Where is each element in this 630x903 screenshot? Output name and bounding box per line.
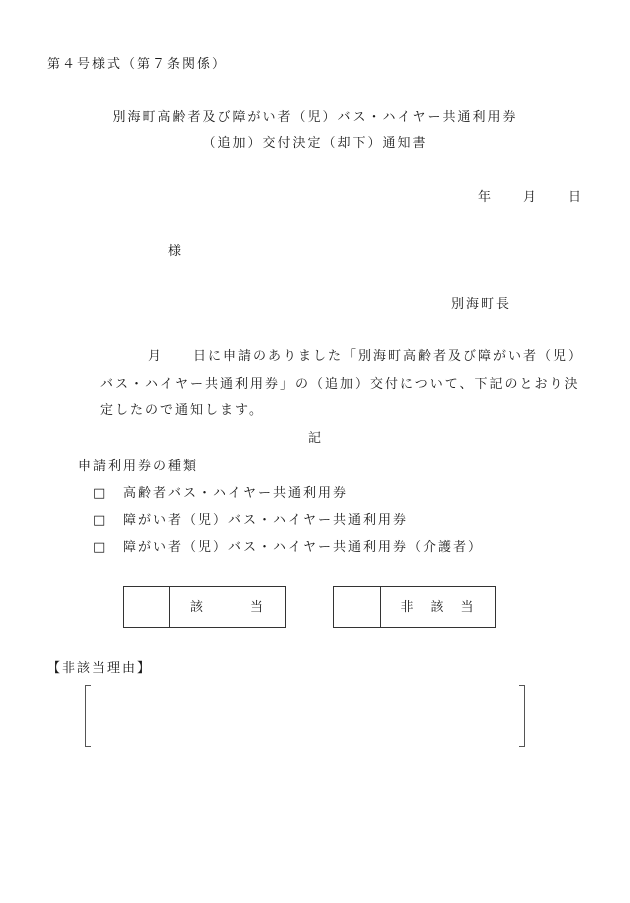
ticket-type-label: 障がい者（児）バス・ハイヤー共通利用券（介護者） — [123, 540, 484, 555]
title-line-1: 別海町高齢者及び障がい者（児）バス・ハイヤー共通利用券 — [112, 110, 518, 125]
not-applicable-mark-cell — [334, 587, 381, 627]
title-line-2: （追加）交付決定（却下）通知書 — [202, 136, 428, 151]
checkbox: □ — [93, 486, 108, 501]
ki-heading: 記 — [308, 431, 324, 446]
addressee-suffix: 様 — [168, 244, 184, 259]
not-applicable-label: 非 該 当 — [400, 599, 476, 615]
sender-name: 別海町長 — [451, 297, 512, 312]
body-line: 月 日に申請のありました「別海町高齢者及び障がい者（児） — [148, 349, 584, 364]
applicable-mark-cell — [124, 587, 170, 627]
body-line: バス・ハイヤー共通利用券」の（追加）交付について、下記のとおり決 — [100, 377, 580, 392]
ticket-type-heading: 申請利用券の種類 — [78, 459, 199, 474]
checkbox: □ — [93, 513, 108, 528]
date-line: 年 月 日 — [478, 190, 584, 205]
reason-heading: 【非該当理由】 — [47, 661, 153, 676]
form-number: 第４号様式（第７条関係） — [47, 57, 228, 72]
reason-left-bracket — [85, 685, 91, 747]
applicable-label: 該 当 — [189, 599, 265, 615]
ticket-type-label: 高齢者バス・ハイヤー共通利用券 — [123, 486, 349, 501]
body-line: 定したので通知します。 — [100, 403, 264, 418]
ticket-type-label: 障がい者（児）バス・ハイヤー共通利用券 — [123, 513, 409, 528]
applicable-box — [123, 586, 286, 628]
checkbox: □ — [93, 540, 108, 555]
not-applicable-box — [333, 586, 496, 628]
reason-right-bracket — [519, 685, 525, 747]
